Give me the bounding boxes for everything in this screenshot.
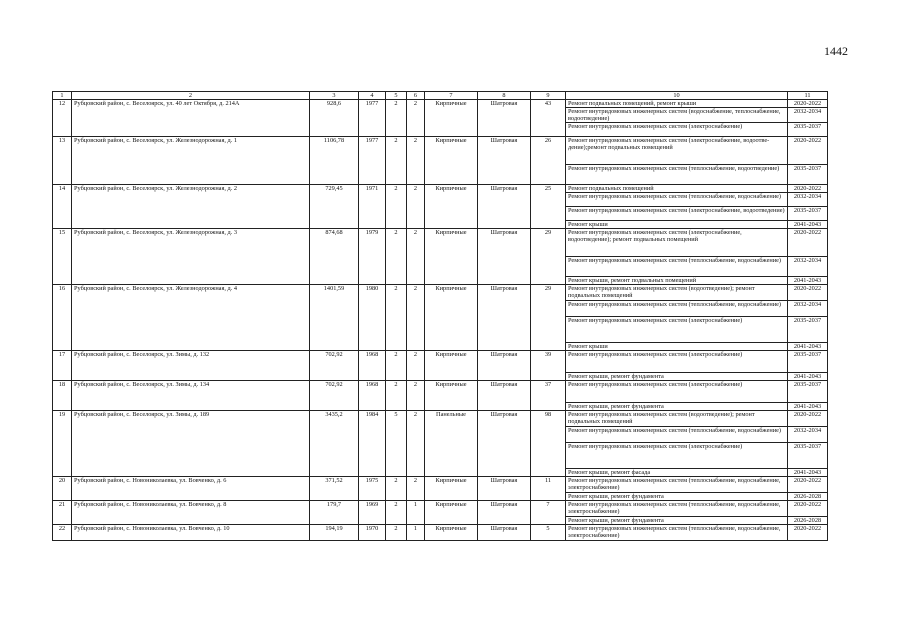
- year-cell: 1971: [359, 185, 386, 229]
- roof-cell: Шатровая: [478, 100, 531, 137]
- work-period: 2041-2043: [788, 403, 828, 411]
- area-cell: 928,6: [310, 100, 359, 137]
- walls-cell: Кирпичные: [425, 525, 478, 541]
- work-description: Ремонт крыши, ремонт фундамента: [566, 493, 788, 501]
- header-cell: 7: [425, 92, 478, 100]
- header-cell: 2: [72, 92, 310, 100]
- row-number: 18: [53, 381, 72, 411]
- work-period: 2032-2034: [788, 193, 828, 207]
- row-number: 16: [53, 285, 72, 351]
- entrances-cell: 2: [407, 411, 425, 477]
- area-cell: 1106,78: [310, 137, 359, 185]
- work-description: Ремонт внутридомовых инженерных систем (теплоснабжение, водоснабжение): [566, 257, 788, 277]
- work-period: 2041-2043: [788, 343, 828, 351]
- year-cell: 1984: [359, 411, 386, 477]
- work-description: Ремонт внутридомовых инженерных систем (электроснабжение, водоотведение): [566, 207, 788, 221]
- header-cell: 5: [386, 92, 407, 100]
- work-period: 2026-2028: [788, 493, 828, 501]
- header-cell: 8: [478, 92, 531, 100]
- floors-cell: 2: [386, 100, 407, 137]
- area-cell: 371,52: [310, 477, 359, 501]
- floors-cell: 2: [386, 381, 407, 411]
- address-cell: Рубцовский район, с. Веселоярск, ул. Железнодорожная, д. 4: [72, 285, 310, 351]
- work-description: Ремонт внутридомовых инженерных систем (теплоснабжение, водоотведение): [566, 165, 788, 185]
- work-period: 2020-2022: [788, 137, 828, 165]
- work-description: Ремонт внутридомовых инженерных систем (электроснабжение, водоотведение); ремонт подвальных помещений: [566, 229, 788, 257]
- work-description: Ремонт внутридомовых инженерных систем (теплоснабжение, водоснабжение, электроснабжение): [566, 525, 788, 541]
- work-period: 2020-2022: [788, 229, 828, 257]
- walls-cell: Кирпичные: [425, 501, 478, 525]
- row-number: 15: [53, 229, 72, 285]
- work-description: Ремонт внутридомовых инженерных систем (электроснабжение): [566, 443, 788, 469]
- roof-cell: Шатровая: [478, 137, 531, 185]
- year-cell: 1980: [359, 285, 386, 351]
- walls-cell: Кирпичные: [425, 137, 478, 185]
- area-cell: 194,19: [310, 525, 359, 541]
- floors-cell: 5: [386, 411, 407, 477]
- work-period: 2020-2022: [788, 525, 828, 541]
- floors-cell: 2: [386, 185, 407, 229]
- work-period: 2035-2037: [788, 351, 828, 373]
- walls-cell: Кирпичные: [425, 285, 478, 351]
- work-description: Ремонт крыши: [566, 221, 788, 229]
- work-period: 2020-2022: [788, 100, 828, 108]
- work-description: Ремонт крыши: [566, 343, 788, 351]
- flats-cell: 29: [531, 229, 566, 285]
- work-description: Ремонт внутридомовых инженерных систем (теплоснабжение, водоснабжение): [566, 193, 788, 207]
- work-period: 2020-2022: [788, 185, 828, 193]
- entrances-cell: 1: [407, 525, 425, 541]
- entrances-cell: 2: [407, 137, 425, 185]
- row-number: 22: [53, 525, 72, 541]
- table-row: [53, 285, 828, 301]
- area-cell: 874,68: [310, 229, 359, 285]
- area-cell: 729,45: [310, 185, 359, 229]
- work-period: 2041-2043: [788, 469, 828, 477]
- table-row: [53, 525, 828, 541]
- roof-cell: Шатровая: [478, 411, 531, 477]
- work-period: 2020-2022: [788, 411, 828, 427]
- work-period: 2020-2022: [788, 285, 828, 301]
- floors-cell: 2: [386, 285, 407, 351]
- floors-cell: 2: [386, 351, 407, 381]
- row-number: 20: [53, 477, 72, 501]
- entrances-cell: 2: [407, 285, 425, 351]
- header-cell: 1: [53, 92, 72, 100]
- work-period: 2035-2037: [788, 317, 828, 343]
- work-description: Ремонт внутридомовых инженерных систем (теплоснабжение, водоснабжение, электроснабжение): [566, 477, 788, 493]
- roof-cell: Шатровая: [478, 229, 531, 285]
- year-cell: 1968: [359, 351, 386, 381]
- entrances-cell: 2: [407, 381, 425, 411]
- entrances-cell: 2: [407, 229, 425, 285]
- table-row: [53, 185, 828, 193]
- work-description: Ремонт крыши, ремонт подвальных помещений: [566, 277, 788, 285]
- floors-cell: 2: [386, 501, 407, 525]
- work-period: 2041-2043: [788, 277, 828, 285]
- walls-cell: Кирпичные: [425, 381, 478, 411]
- work-description: Ремонт крыши, ремонт фундамента: [566, 517, 788, 525]
- capital-repair-table: [52, 91, 828, 541]
- work-description: Ремонт внутридомовых инженерных систем (электроснабжение): [566, 317, 788, 343]
- flats-cell: 39: [531, 351, 566, 381]
- flats-cell: 25: [531, 185, 566, 229]
- walls-cell: Кирпичные: [425, 477, 478, 501]
- address-cell: Рубцовский район, с. Новониколаевка, ул. Вовченко, д. 10: [72, 525, 310, 541]
- address-cell: Рубцовский район, с. Веселоярск, ул. Зимы, д. 189: [72, 411, 310, 477]
- address-cell: Рубцовский район, с. Веселоярск, ул. Железнодорожная, д. 2: [72, 185, 310, 229]
- flats-cell: 26: [531, 137, 566, 185]
- header-cell: 10: [566, 92, 788, 100]
- area-cell: 702,92: [310, 351, 359, 381]
- work-period: 2032-2034: [788, 108, 828, 123]
- floors-cell: 2: [386, 229, 407, 285]
- work-period: 2032-2034: [788, 257, 828, 277]
- roof-cell: Шатровая: [478, 185, 531, 229]
- work-description: Ремонт внутридомовых инженерных систем (электроснабжение, водоотве-дение);ремонт подвальных помещений: [566, 137, 788, 165]
- address-cell: Рубцовский район, с. Новониколаевка, ул. Вовченко, д. 8: [72, 501, 310, 525]
- year-cell: 1968: [359, 381, 386, 411]
- address-cell: Рубцовский район, с. Веселоярск, ул. Зимы, д. 132: [72, 351, 310, 381]
- work-period: 2035-2037: [788, 165, 828, 185]
- row-number: 14: [53, 185, 72, 229]
- roof-cell: Шатровая: [478, 525, 531, 541]
- work-description: Ремонт внутридомовых инженерных систем (водоотведение); ремонт подвальных помещений: [566, 285, 788, 301]
- header-cell: 11: [788, 92, 828, 100]
- entrances-cell: 2: [407, 351, 425, 381]
- work-period: 2020-2022: [788, 477, 828, 493]
- roof-cell: Шатровая: [478, 285, 531, 351]
- work-description: Ремонт внутридомовых инженерных систем (водоснабжение, теплоснабжение, водоотведение): [566, 108, 788, 123]
- table-body: [53, 92, 828, 541]
- roof-cell: Шатровая: [478, 381, 531, 411]
- work-period: 2020-2022: [788, 501, 828, 517]
- work-description: Ремонт крыши, ремонт фундамента: [566, 403, 788, 411]
- row-number: 13: [53, 137, 72, 185]
- header-cell: 4: [359, 92, 386, 100]
- work-period: 2041-2043: [788, 373, 828, 381]
- work-description: Ремонт внутридомовых инженерных систем (теплоснабжение, водоснабжение, электроснабжение): [566, 501, 788, 517]
- work-description: Ремонт внутридомовых инженерных систем (электроснабжение): [566, 351, 788, 373]
- table-row: [53, 411, 828, 427]
- work-period: 2035-2037: [788, 443, 828, 469]
- area-cell: 702,92: [310, 381, 359, 411]
- table-row: [53, 100, 828, 108]
- work-period: 2041-2043: [788, 221, 828, 229]
- area-cell: 179,7: [310, 501, 359, 525]
- floors-cell: 2: [386, 137, 407, 185]
- row-number: 19: [53, 411, 72, 477]
- address-cell: Рубцовский район, с. Веселоярск, ул. Зимы, д. 134: [72, 381, 310, 411]
- work-period: 2035-2037: [788, 207, 828, 221]
- table-row: [53, 351, 828, 373]
- table-row: [53, 381, 828, 403]
- roof-cell: Шатровая: [478, 477, 531, 501]
- flats-cell: 29: [531, 285, 566, 351]
- work-period: 2032-2034: [788, 427, 828, 443]
- flats-cell: 37: [531, 381, 566, 411]
- flats-cell: 7: [531, 501, 566, 525]
- flats-cell: 11: [531, 477, 566, 501]
- work-description: Ремонт крыши, ремонт фасада: [566, 469, 788, 477]
- entrances-cell: 2: [407, 477, 425, 501]
- walls-cell: Кирпичные: [425, 185, 478, 229]
- area-cell: 3435,2: [310, 411, 359, 477]
- work-description: Ремонт подвальных помещений: [566, 185, 788, 193]
- entrances-cell: 1: [407, 501, 425, 525]
- flats-cell: 98: [531, 411, 566, 477]
- entrances-cell: 2: [407, 100, 425, 137]
- work-description: Ремонт внутридомовых инженерных систем (теплоснабжение, водоснабжение): [566, 301, 788, 317]
- work-period: 2026-2028: [788, 517, 828, 525]
- walls-cell: Кирпичные: [425, 100, 478, 137]
- address-cell: Рубцовский район, с. Веселоярск, ул. Железнодорожная, д. 3: [72, 229, 310, 285]
- year-cell: 1970: [359, 525, 386, 541]
- row-number: 12: [53, 100, 72, 137]
- work-period: 2035-2037: [788, 123, 828, 137]
- row-number: 21: [53, 501, 72, 525]
- floors-cell: 2: [386, 477, 407, 501]
- work-description: Ремонт внутридомовых инженерных систем (водоотведение); ремонт подвальных помещений: [566, 411, 788, 427]
- table-row: [53, 229, 828, 257]
- year-cell: 1977: [359, 137, 386, 185]
- address-cell: Рубцовский район, с. Веселоярск, ул. 40 лет Октября, д. 214А: [72, 100, 310, 137]
- year-cell: 1979: [359, 229, 386, 285]
- work-description: Ремонт подвальных помещений, ремонт крыши: [566, 100, 788, 108]
- year-cell: 1977: [359, 100, 386, 137]
- floors-cell: 2: [386, 525, 407, 541]
- walls-cell: Панельные: [425, 411, 478, 477]
- flats-cell: 5: [531, 525, 566, 541]
- table-row: [53, 501, 828, 517]
- header-cell: 3: [310, 92, 359, 100]
- row-number: 17: [53, 351, 72, 381]
- entrances-cell: 2: [407, 185, 425, 229]
- work-description: Ремонт внутридомовых инженерных систем (теплоснабжение, водоснабжение): [566, 427, 788, 443]
- roof-cell: Шатровая: [478, 501, 531, 525]
- roof-cell: Шатровая: [478, 351, 531, 381]
- page-number: 1442: [824, 44, 848, 58]
- work-description: Ремонт крыши, ремонт фундамента: [566, 373, 788, 381]
- work-period: 2035-2037: [788, 381, 828, 403]
- header-cell: 9: [531, 92, 566, 100]
- flats-cell: 43: [531, 100, 566, 137]
- work-description: Ремонт внутридомовых инженерных систем (электроснабжение): [566, 123, 788, 137]
- walls-cell: Кирпичные: [425, 351, 478, 381]
- address-cell: Рубцовский район, с. Новониколаевка, ул. Вовченко, д. 6: [72, 477, 310, 501]
- year-cell: 1969: [359, 501, 386, 525]
- header-cell: 6: [407, 92, 425, 100]
- header-row: [53, 92, 828, 100]
- year-cell: 1975: [359, 477, 386, 501]
- address-cell: Рубцовский район, с. Веселоярск, ул. Железнодорожная, д. 1: [72, 137, 310, 185]
- work-description: Ремонт внутридомовых инженерных систем (электроснабжение): [566, 381, 788, 403]
- walls-cell: Кирпичные: [425, 229, 478, 285]
- table-row: [53, 137, 828, 165]
- work-period: 2032-2034: [788, 301, 828, 317]
- area-cell: 1401,59: [310, 285, 359, 351]
- table-row: [53, 477, 828, 493]
